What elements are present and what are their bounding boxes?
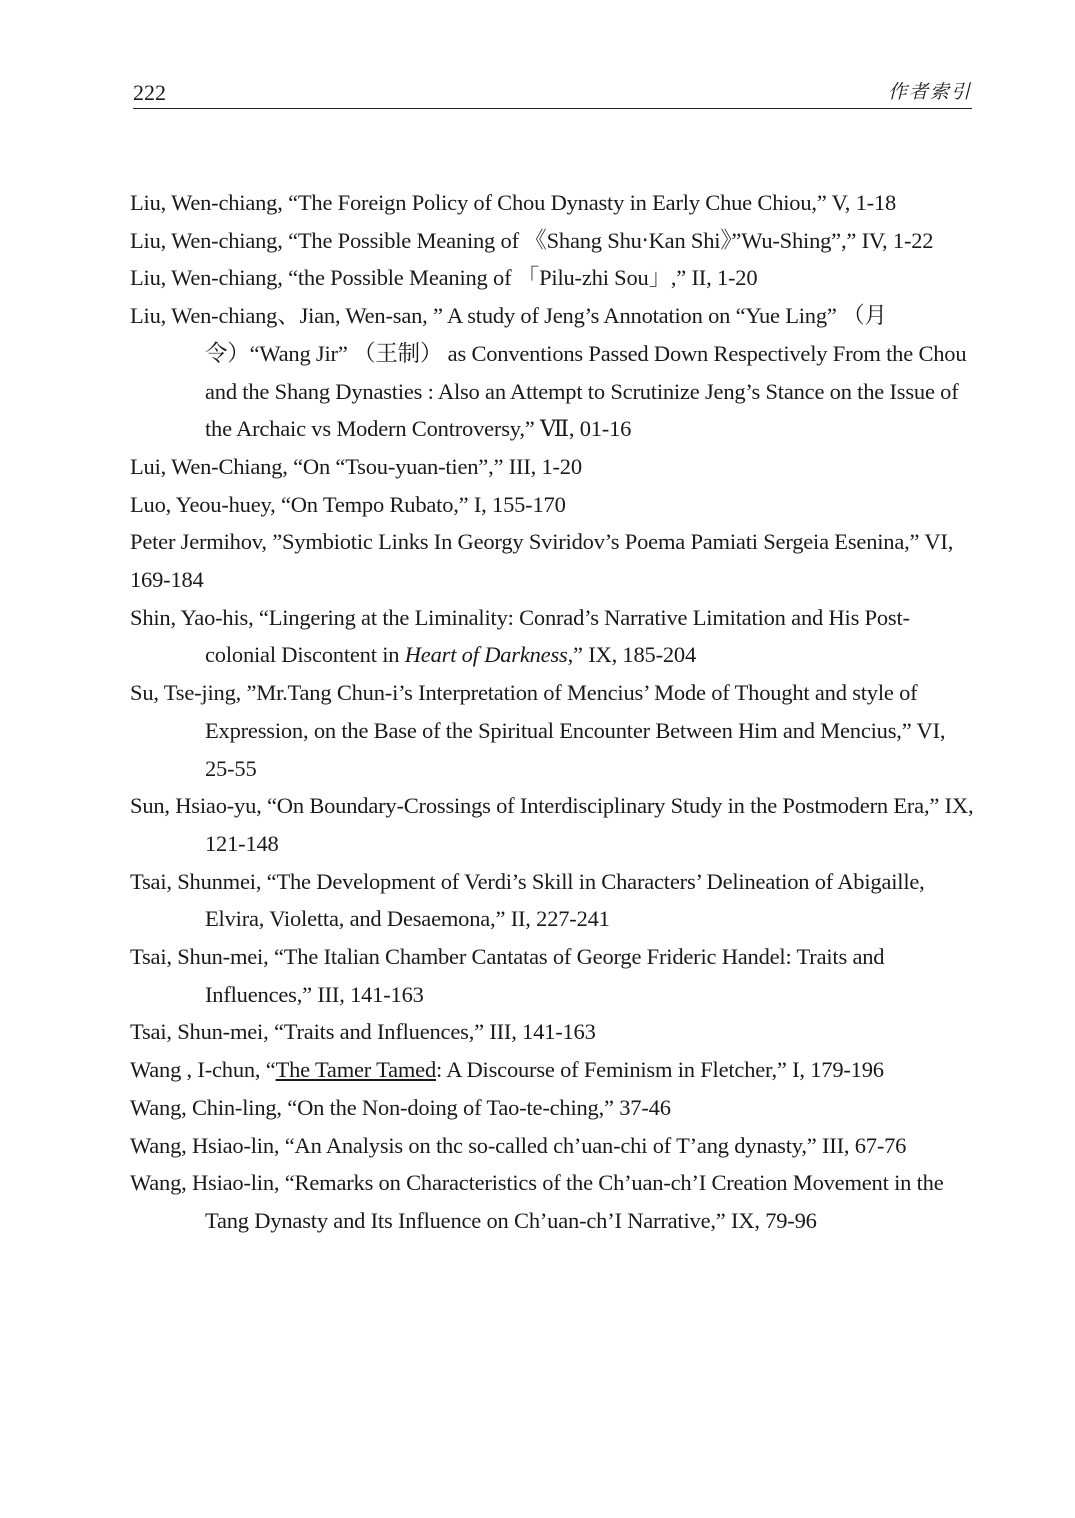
entry-author: Shin, Yao-his, — [130, 604, 254, 630]
entry-author: Tsai, Shun-mei, — [130, 944, 269, 970]
entry-citation: Ⅶ, 01-16 — [534, 416, 632, 442]
entry-title: “On the Non-doing of Tao-te-ching,” — [281, 1094, 614, 1120]
entry-author: Liu, Wen-chiang, — [130, 190, 283, 215]
entry-title: ”Mr.Tang Chun-i’s Interpretation of Mencius’ Mode of Thought and style of Expression, on the Base of the Spiritual Encounter Between Him and Mencius,” — [205, 680, 918, 743]
entry-citation: II, 1-20 — [686, 265, 758, 291]
running-head: 作者索引 — [887, 82, 972, 103]
index-entry — [130, 1127, 975, 1165]
entry-author: Sun, Hsiao-yu, — [130, 793, 262, 819]
index-entry — [130, 1164, 975, 1239]
entry-author: Wang, Chin-ling, — [130, 1094, 282, 1120]
page-header — [133, 80, 972, 109]
index-entry — [130, 259, 975, 297]
entry-title-italic: Heart of Darkness — [404, 642, 568, 668]
index-entry — [130, 863, 975, 938]
index-entry — [130, 448, 975, 486]
index-entry — [130, 297, 975, 448]
entry-citation: V, 1-18 — [826, 190, 897, 215]
entry-author: Wang, Hsiao-lin, — [130, 1170, 280, 1196]
entry-title: “The Foreign Policy of Chou Dynasty in Early Chue Chiou,” — [282, 190, 827, 215]
entry-author: Liu, Wen-chiang、Jian, Wen-san, — [130, 303, 428, 329]
entry-title: “An Analysis on thc so-called ch’uan-chi of T’ang dynasty,” — [279, 1132, 817, 1158]
entry-title: “On Tempo Rubato,” — [275, 491, 469, 517]
entry-title: ,” — [567, 642, 583, 668]
entry-title: “The Development of Verdi’s Skill in Characters’ Delineation of Abigaille, Elvira, Violetta, and Desaemona,” — [205, 868, 925, 932]
index-entry — [130, 486, 975, 524]
entry-citation: III, 141-163 — [311, 981, 424, 1007]
entry-citation: I, 179-196 — [786, 1057, 884, 1083]
author-index-list — [130, 184, 975, 1240]
entry-citation: VI, 169-184 — [130, 529, 954, 593]
entry-title: : A Discourse of Feminism in Fletcher,” — [436, 1057, 787, 1083]
entry-title: “Lingering at the Liminality: Conrad’s Narrative Limitation and His Post-colonial Discontent in — [205, 604, 910, 668]
entry-citation: III, 141-163 — [483, 1019, 596, 1045]
entry-author: Wang, Hsiao-lin, — [130, 1132, 280, 1158]
index-entry — [130, 938, 975, 1013]
entry-title: “On Boundary-Crossings of Interdisciplinary Study in the Postmodern Era,” — [261, 793, 940, 819]
entry-author: Peter Jermihov, — [130, 529, 267, 555]
entry-title-underlined: The Tamer Tamed — [275, 1057, 437, 1083]
entry-citation: 37-46 — [613, 1094, 671, 1120]
entry-title: ” A study of Jeng’s Annotation on “Yue Ling” （月令）“Wang Jir” （王制） as Conventions Passed Down Respectively From the Chou and the Shang Dynasties : Also an Attempt to Scrutinize Jeng’s Stance on the Issue of the Archaic vs Modern Controversy,” — [205, 303, 967, 442]
index-entry — [130, 599, 975, 674]
entry-citation: IV, 1-22 — [856, 227, 934, 253]
entry-title: “Remarks on Characteristics of the Ch’uan-ch’I Creation Movement in the Tang Dynasty and Its Influence on Ch’uan-ch’I Narrative,” — [205, 1170, 944, 1233]
entry-author: Lui, Wen-Chiang, — [130, 453, 288, 479]
page-number: 222 — [133, 80, 166, 105]
entry-citation: IX, 121-148 — [205, 793, 974, 856]
index-entry — [130, 222, 975, 260]
entry-title: “the Possible Meaning of 「Pilu-zhi Sou」,” — [282, 265, 687, 291]
entry-author: Liu, Wen-chiang, — [130, 265, 283, 291]
entry-author: Tsai, Shun-mei, — [130, 1019, 269, 1045]
entry-title: “Traits and Influences,” — [268, 1019, 484, 1045]
entry-author: Luo, Yeou-huey, — [130, 491, 276, 517]
entry-citation: VI, 25-55 — [205, 717, 946, 781]
entry-title: “The Possible Meaning of 《Shang Shu‧Kan Shi》”Wu-Shing”,” — [282, 227, 857, 253]
index-entry — [130, 523, 975, 598]
entry-citation: IX, 79-96 — [725, 1207, 817, 1233]
index-entry — [130, 787, 975, 862]
entry-author: Tsai, Shunmei, — [130, 868, 262, 894]
entry-author: Su, Tse-jing, — [130, 680, 242, 706]
index-entry — [130, 674, 975, 787]
entry-title: ”Symbiotic Links In Georgy Sviridov’s Poema Pamiati Sergeia Esenina,” — [266, 529, 920, 555]
index-entry — [130, 1089, 975, 1127]
index-entry — [130, 1051, 975, 1089]
entry-citation: III, 67-76 — [816, 1132, 907, 1158]
entry-title: “On “Tsou-yuan-tien”,” — [287, 453, 504, 479]
entry-author: Liu, Wen-chiang, — [130, 227, 283, 253]
entry-author: Wang , I-chun, — [130, 1057, 261, 1083]
index-entry — [130, 1013, 975, 1051]
entry-citation: III, 1-20 — [503, 453, 582, 479]
entry-title: “ — [260, 1057, 276, 1083]
index-entry — [130, 184, 975, 222]
entry-title: “The Italian Chamber Cantatas of George Frideric Handel: Traits and Influences,” — [205, 944, 885, 1007]
entry-citation: II, 227-241 — [505, 906, 610, 932]
entry-citation: I, 155-170 — [468, 491, 566, 517]
entry-citation: IX, 185-204 — [582, 642, 697, 668]
